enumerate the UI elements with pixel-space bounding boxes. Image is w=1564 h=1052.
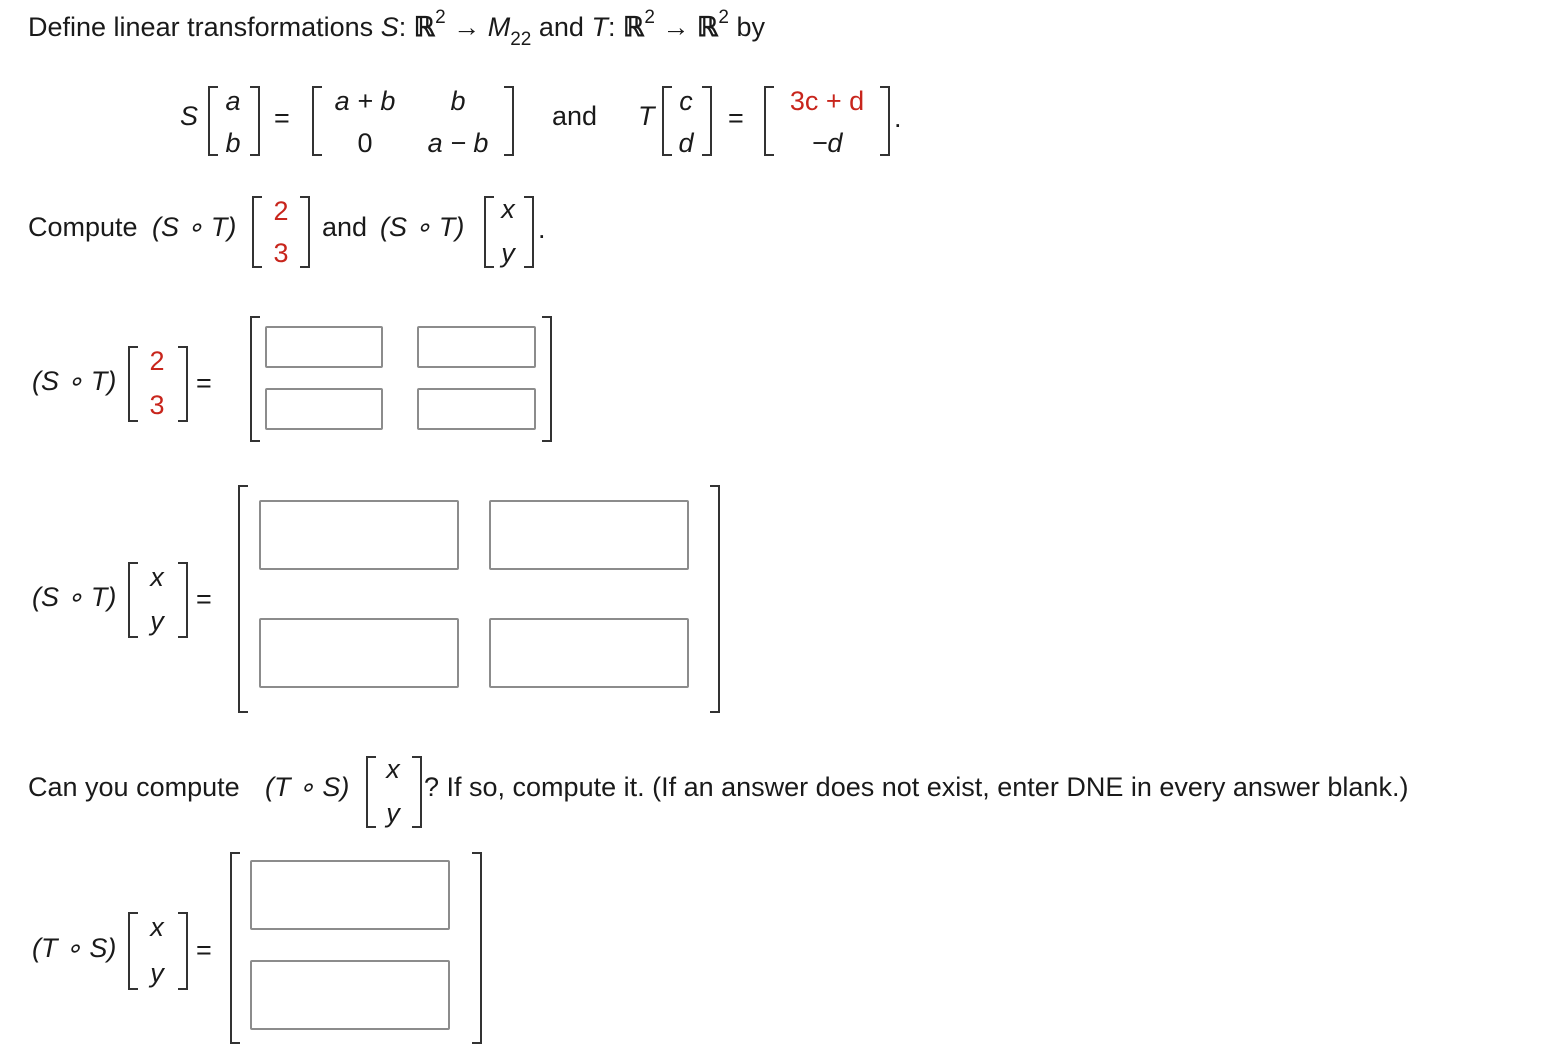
vector-entry: b: [225, 128, 241, 158]
vector-entry: x: [386, 754, 400, 784]
answer-input[interactable]: [261, 620, 457, 686]
vector-entry: 3c + d: [789, 86, 865, 116]
right-bracket: [880, 86, 890, 156]
answer-input[interactable]: [491, 620, 687, 686]
t-symbol: T: [591, 12, 608, 42]
vector-entry: y: [501, 238, 515, 268]
matrix-entry: a + b: [334, 86, 396, 116]
matrix-entry: b: [450, 86, 466, 116]
answer-matrix-right-bracket: [472, 852, 482, 1044]
vector-entry: c: [679, 86, 693, 116]
exponent: 2: [718, 7, 729, 28]
answer-matrix-left-bracket: [238, 485, 248, 713]
equals-sign: =: [196, 935, 212, 965]
answer-cell[interactable]: [417, 388, 536, 430]
composition-label: (S ∘ T): [152, 212, 237, 242]
composition-label: (S ∘ T): [32, 582, 117, 612]
composition-label: (S ∘ T): [380, 212, 465, 242]
answer-input[interactable]: [267, 390, 381, 428]
subscript: 22: [510, 29, 532, 50]
equals-sign: =: [728, 103, 744, 133]
composition-label: (T ∘ S): [265, 772, 350, 802]
vector-entry: y: [150, 958, 164, 988]
equals-sign: =: [196, 584, 212, 614]
colon: :: [398, 12, 407, 42]
answer-cell[interactable]: [489, 500, 689, 570]
answer-cell[interactable]: [265, 388, 383, 430]
right-bracket: [250, 86, 260, 156]
by-text: by: [736, 12, 766, 42]
right-bracket: [702, 86, 712, 156]
answer-cell[interactable]: [259, 618, 459, 688]
and-text: and: [538, 12, 584, 42]
intro-line: Define linear transformations S: ℝ$^2$ → $M_{22}$ and T: ℝ$^2$ → ℝ$^2$ by: [28, 7, 766, 50]
arrow-icon: →: [662, 12, 690, 42]
composition-label: (T ∘ S): [32, 933, 117, 963]
answer-input[interactable]: [419, 390, 534, 428]
real-numbers-symbol: ℝ: [697, 12, 719, 42]
right-bracket: [524, 196, 534, 268]
answer-cell[interactable]: [250, 860, 450, 930]
vector-entry: −d: [811, 128, 843, 158]
s-symbol: S: [380, 12, 399, 42]
vector-entry: a: [225, 86, 241, 116]
answer-matrix-left-bracket: [230, 852, 240, 1044]
answer-input[interactable]: [491, 502, 687, 568]
t-label: T: [638, 101, 655, 131]
right-bracket: [178, 562, 188, 638]
answer-input[interactable]: [252, 862, 448, 928]
equals-sign: =: [196, 368, 212, 398]
and-text: and: [322, 212, 368, 242]
answer-cell[interactable]: [417, 326, 536, 368]
answer-input[interactable]: [419, 328, 534, 366]
equals-sign: =: [274, 103, 290, 133]
answer-cell[interactable]: [265, 326, 383, 368]
vector-entry: 2: [273, 196, 289, 226]
vector-entry: x: [501, 194, 515, 224]
exponent: 2: [644, 7, 655, 28]
period: .: [538, 214, 546, 244]
real-numbers-symbol: ℝ: [623, 12, 645, 42]
right-bracket: [504, 86, 514, 156]
right-bracket: [300, 196, 310, 268]
period: .: [894, 103, 902, 133]
vector-entry: x: [150, 562, 164, 592]
answer-cell[interactable]: [250, 960, 450, 1030]
real-numbers-symbol: ℝ: [413, 12, 436, 42]
right-bracket: [178, 912, 188, 990]
matrix-entry: 0: [357, 128, 373, 158]
vector-entry: 3: [149, 390, 165, 420]
vector-entry: d: [678, 128, 694, 158]
answer-matrix-left-bracket: [250, 316, 260, 442]
right-bracket: [178, 346, 188, 422]
answer-input[interactable]: [252, 962, 448, 1028]
composition-label: (S ∘ T): [32, 366, 117, 396]
answer-input[interactable]: [261, 502, 457, 568]
question-tail: ? If so, compute it. (If an answer does not exist, enter DNE in every answer blank.): [424, 772, 1409, 802]
answer-input[interactable]: [267, 328, 381, 366]
vector-entry: y: [386, 798, 400, 828]
answer-matrix-right-bracket: [710, 485, 720, 713]
intro-lead: Define linear transformations: [28, 12, 374, 42]
matrix-space-symbol: M: [487, 12, 511, 42]
right-bracket: [412, 756, 422, 828]
answer-matrix-right-bracket: [542, 316, 552, 442]
question-lead: Can you compute: [28, 772, 240, 802]
compute-text: Compute: [28, 212, 138, 242]
exponent: 2: [435, 7, 446, 28]
vector-entry: 2: [149, 346, 165, 376]
vector-entry: 3: [273, 238, 289, 268]
arrow-icon: →: [453, 12, 481, 42]
vector-entry: y: [150, 606, 164, 636]
answer-cell[interactable]: [489, 618, 689, 688]
and-text: and: [552, 101, 598, 131]
matrix-entry: a − b: [427, 128, 489, 158]
s-label: S: [180, 101, 199, 131]
answer-cell[interactable]: [259, 500, 459, 570]
vector-entry: x: [150, 912, 164, 942]
